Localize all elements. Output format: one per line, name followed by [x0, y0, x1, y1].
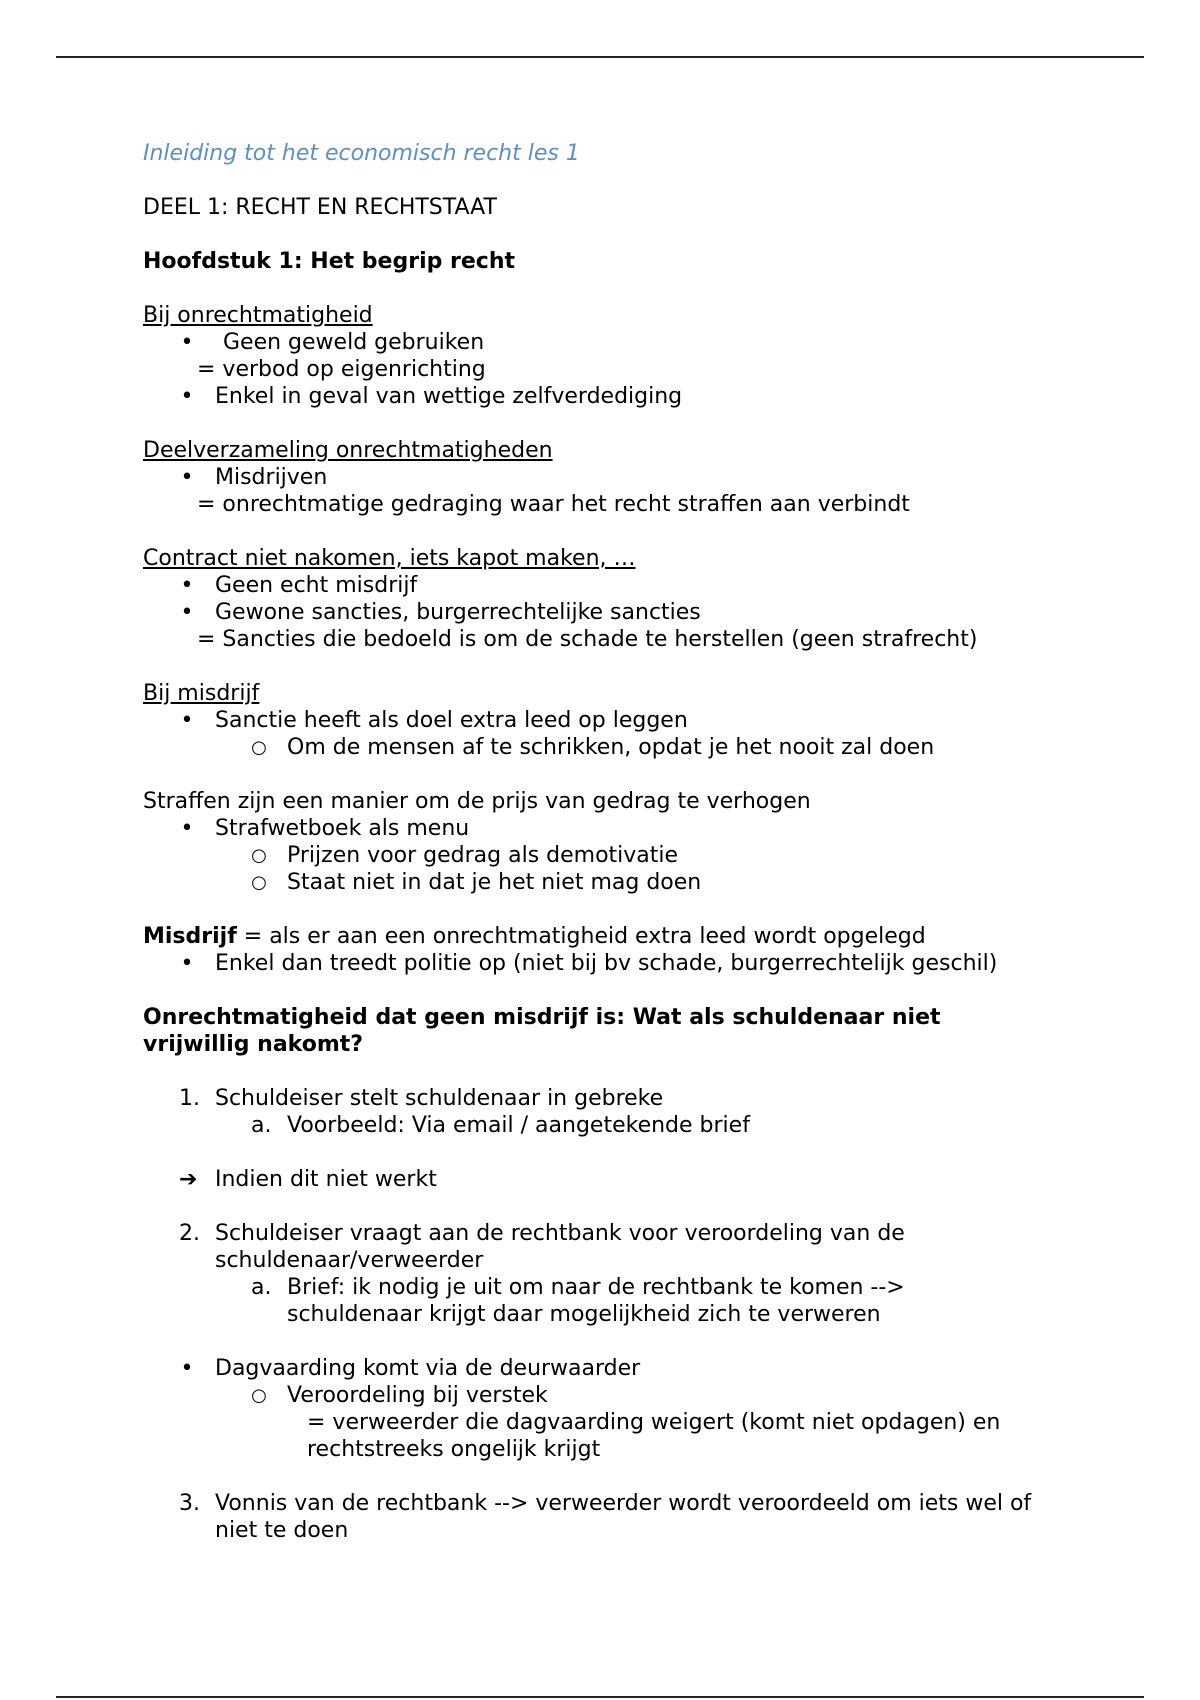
- arrow-right-icon: ➔: [179, 1167, 198, 1192]
- definition-line-continuation: rechtstreeks ongelijk krijgt: [307, 1437, 601, 1462]
- list-item-text: Enkel dan treedt politie op (niet bij bv schade, burgerrechtelijk geschil): [215, 951, 998, 976]
- list-item-text: Misdrijven: [215, 465, 328, 490]
- document-body: [143, 140, 1103, 1544]
- list-item-text: Gewone sancties, burgerrechtelijke sancties: [215, 600, 701, 625]
- section-misdrijf: [143, 680, 1103, 761]
- sub-list-item: [143, 734, 1103, 761]
- list-item-text: Sanctie heeft als doel extra leed op leggen: [215, 708, 688, 733]
- section-geen-misdrijf: [143, 1004, 1103, 1544]
- arrow-item-text: Indien dit niet werkt: [215, 1167, 437, 1192]
- chapter-heading: Hoofdstuk 1: Het begrip recht: [143, 249, 516, 274]
- list-item-text: Strafwetboek als menu: [215, 816, 470, 841]
- numbered-item: [143, 1490, 1103, 1517]
- numbered-item-continuation: schuldenaar/verweerder: [215, 1248, 484, 1273]
- lettered-item-text: Brief: ik nodig je uit om naar de rechtbank te komen -->: [287, 1275, 905, 1300]
- section-heading: Contract niet nakomen, iets kapot maken, …: [143, 546, 636, 571]
- list-item-text: Dagvaarding komt via de deurwaarder: [215, 1356, 641, 1381]
- sub-list-item: [143, 1382, 1103, 1409]
- list-item: [143, 572, 1103, 599]
- section-deelverzameling: [143, 437, 1103, 518]
- document-title: Inleiding tot het economisch recht les 1: [143, 141, 580, 166]
- section-contract: [143, 545, 1103, 653]
- sub-list-item: [143, 869, 1103, 896]
- list-item: [143, 815, 1103, 842]
- section-heading: Bij onrechtmatigheid: [143, 303, 373, 328]
- part-heading: DEEL 1: RECHT EN RECHTSTAAT: [143, 195, 497, 220]
- bullet-icon: •: [180, 951, 194, 976]
- list-item-text: Geen geweld gebruiken: [223, 330, 485, 355]
- lettered-item: [143, 1274, 1103, 1301]
- sub-list-item-text: Veroordeling bij verstek: [287, 1383, 548, 1408]
- bullet-icon: •: [180, 465, 194, 490]
- bullet-icon: •: [180, 384, 194, 409]
- definition-paragraph: [143, 923, 1103, 950]
- bullet-icon: •: [180, 573, 194, 598]
- definition-line: = verweerder die dagvaarding weigert (komt niet opdagen) en: [307, 1410, 1001, 1435]
- list-item: [143, 950, 1103, 977]
- list-item: [143, 383, 1103, 410]
- section-misdrijf-definitie: [143, 923, 1103, 977]
- list-item: [143, 707, 1103, 734]
- numbered-item-text: Vonnis van de rechtbank --> verweerder wordt veroordeeld om iets wel of: [215, 1491, 1032, 1516]
- section-straffen: [143, 788, 1103, 896]
- numbered-item: [143, 1220, 1103, 1247]
- definition-line: = onrechtmatige gedraging waar het recht straffen aan verbindt: [197, 492, 910, 517]
- section-heading: Bij misdrijf: [143, 681, 260, 706]
- circle-bullet-icon: ○: [251, 872, 267, 893]
- footer-rule: [56, 1696, 1144, 1698]
- numbered-item-text: Schuldeiser stelt schuldenaar in gebreke: [215, 1086, 664, 1111]
- bullet-icon: •: [180, 816, 194, 841]
- paragraph: Straffen zijn een manier om de prijs van gedrag te verhogen: [143, 789, 811, 814]
- item-letter: a.: [251, 1113, 272, 1138]
- list-item: [143, 1355, 1103, 1382]
- header-rule: [56, 56, 1144, 58]
- item-number: 3.: [179, 1491, 200, 1516]
- section-onrechtmatigheid: [143, 302, 1103, 410]
- bullet-icon: •: [180, 708, 194, 733]
- arrow-item: [143, 1166, 1103, 1193]
- section-heading: Onrechtmatigheid dat geen misdrijf is: Wat als schuldenaar niet: [143, 1005, 941, 1030]
- bullet-icon: •: [180, 330, 194, 355]
- lettered-item-text: Voorbeeld: Via email / aangetekende brief: [287, 1113, 750, 1138]
- definition-line: = verbod op eigenrichting: [197, 357, 486, 382]
- circle-bullet-icon: ○: [251, 1385, 267, 1406]
- item-number: 1.: [179, 1086, 200, 1111]
- definition-line: = Sancties die bedoeld is om de schade te herstellen (geen strafrecht): [197, 627, 978, 652]
- sub-list-item-text: Prijzen voor gedrag als demotivatie: [287, 843, 679, 868]
- item-letter: a.: [251, 1275, 272, 1300]
- bullet-icon: •: [180, 600, 194, 625]
- list-item: [143, 464, 1103, 491]
- list-item: [143, 599, 1103, 626]
- numbered-item-text: Schuldeiser vraagt aan de rechtbank voor veroordeling van de: [215, 1221, 905, 1246]
- section-heading: Deelverzameling onrechtmatigheden: [143, 438, 553, 463]
- sub-list-item-text: Om de mensen af te schrikken, opdat je het nooit zal doen: [287, 735, 935, 760]
- list-item: [143, 329, 1103, 356]
- definition-text: = als er aan een onrechtmatigheid extra leed wordt opgelegd: [236, 924, 926, 949]
- bullet-icon: •: [180, 1356, 194, 1381]
- sub-list-item: [143, 842, 1103, 869]
- section-heading: vrijwillig nakomt?: [143, 1032, 364, 1057]
- defined-term: Misdrijf: [143, 924, 237, 949]
- item-number: 2.: [179, 1221, 200, 1246]
- list-item-text: Geen echt misdrijf: [215, 573, 418, 598]
- lettered-item: [143, 1112, 1103, 1139]
- sub-list-item-text: Staat niet in dat je het niet mag doen: [287, 870, 702, 895]
- lettered-item-continuation: schuldenaar krijgt daar mogelijkheid zich te verweren: [287, 1302, 881, 1327]
- circle-bullet-icon: ○: [251, 845, 267, 866]
- numbered-item-continuation: niet te doen: [215, 1518, 349, 1543]
- circle-bullet-icon: ○: [251, 737, 267, 758]
- numbered-item: [143, 1085, 1103, 1112]
- list-item-text: Enkel in geval van wettige zelfverdediging: [215, 384, 683, 409]
